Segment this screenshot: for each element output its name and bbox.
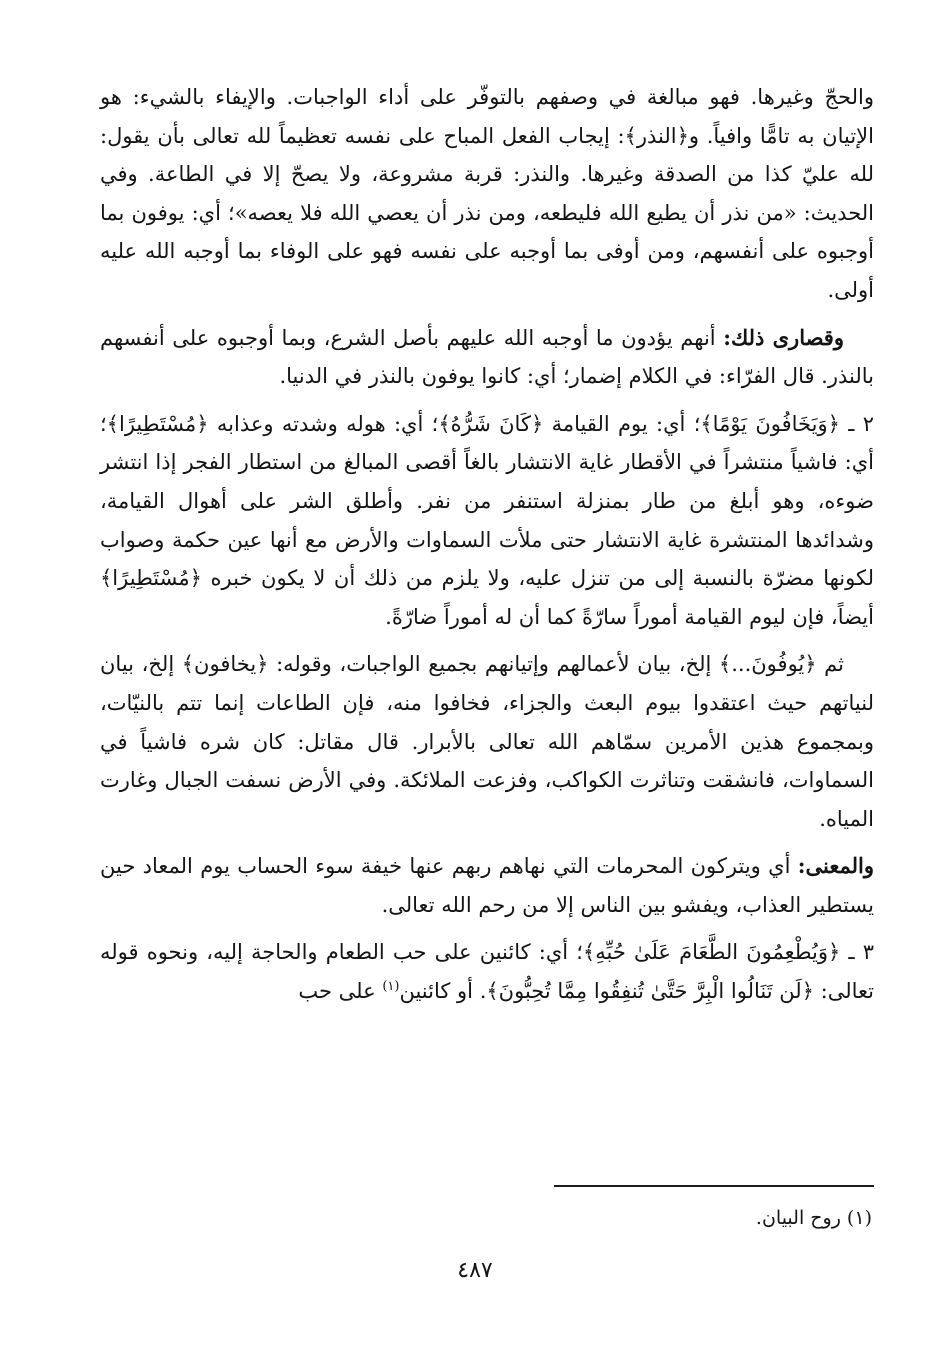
paragraph-1: [100, 78, 874, 310]
paragraph-3: [100, 405, 874, 637]
paragraph-2-text: أنهم يؤدون ما أوجبه الله عليهم بأصل الشرع، وبما أوجبوه على أنفسهم بالنذر. قال الفرّاء: في الكلام إضمار؛ أي: كانوا يوفون بالنذر في الدنيا.: [100, 325, 874, 389]
paragraph-5-term: والمعنى:: [797, 853, 874, 879]
paragraph-5: [100, 847, 874, 924]
paragraph-6-text-end: على حب: [298, 979, 383, 1004]
paragraph-2: [100, 319, 874, 396]
page-number: ٤٨٧: [457, 1258, 493, 1283]
footnote: (١) روح البيان.: [755, 1207, 872, 1229]
paragraph-3-text: ٢ ـ ﴿وَيَخَافُونَ يَوْمًا﴾؛ أي: يوم القيامة ﴿كَانَ شَرُّهُ﴾؛ أي: هوله وشدته وعذابه ﴿مُسْتَطِيرًا﴾؛ أي: فاشياً منتشراً في الأقطار غاية الانتشار بالغاً أقصى المبالغ من استطار الفجر إذا انتشر ضوءه، وهو أبلغ من طار بمنزلة استنفر من نفر. وأطلق الشر على أهوال القيامة، وشدائدها المنتشرة غاية الانتشار حتى ملأت السماوات والأرض مع أنها عين حكمة وصواب لكونها مضرّة بالنسبة إلى من تنزل عليه، ولا يلزم من ذلك أن لا يكون خبره ﴿مُسْتَطِيرًا﴾ أيضاً، فإن ليوم القيامة أموراً سارّةً كما أن له أموراً ضارّةً.: [100, 411, 874, 629]
paragraph-4: [100, 645, 874, 838]
paragraph-2-term: وقصارى ذلك:: [723, 324, 844, 350]
paragraph-1-text: والحجّ وغيرها. فهو مبالغة في وصفهم بالتوفّر على أداء الواجبات. والإيفاء بالشيء: هو الإتيان به تامًّا وافياً. و﴿النذر﴾: إيجاب الفعل المباح على نفسه تعظيماً لله تعالى بأن يقول: لله عليّ كذا من الصدقة وغيرها. والنذر: قربة مشروعة، ولا يصحّ إلا في الطاعة. وفي الحديث: «من نذر أن يطيع الله فليطعه، ومن نذر أن يعصي الله فلا يعصه»؛ أي: يوفون بما أوجبوه على أنفسهم، ومن أوفى بما أوجبه على نفسه فهو على الوفاء بما أوجبه الله عليه أولى.: [100, 85, 874, 302]
footnote-divider: [554, 1185, 874, 1187]
page-body: [100, 78, 874, 1011]
paragraph-5-text: أي ويتركون المحرمات التي نهاهم ربهم عنها خيفة سوء الحساب يوم المعاد حين يستطير العذاب، ويفشو بين الناس إلا من رحم الله تعالى.: [100, 854, 874, 917]
paragraph-6-text: ٣ ـ ﴿وَيُطْعِمُونَ الطَّعَامَ عَلَىٰ حُبِّهِ﴾؛ أي: كائنين على حب الطعام والحاجة إليه، ونحوه قوله تعالى: ﴿لَن تَنَالُوا الْبِرَّ حَتَّىٰ تُنفِقُوا مِمَّا تُحِبُّونَ﴾. أو كائنين: [100, 940, 874, 1004]
paragraph-4-text: ثم ﴿يُوفُونَ...﴾ إلخ، بيان لأعمالهم وإتيانهم بجميع الواجبات، وقوله: ﴿يخافون﴾ إلخ، بيان لنياتهم حيث اعتقدوا بيوم البعث والجزاء، فخافوا منه، فإن الطاعات إنما تتم بالنيّات، وبمجموع هذين الأمرين سمّاهم الله تعالى بالأبرار. قال مقاتل: كان شره فاشياً في السماوات، فانشقت وتناثرت الكواكب، وفزعت الملائكة. وفي الأرض نسفت الجبال وغارت المياه.: [100, 652, 874, 831]
paragraph-6: [100, 933, 874, 1010]
footnote-reference[interactable]: (١): [382, 979, 400, 995]
